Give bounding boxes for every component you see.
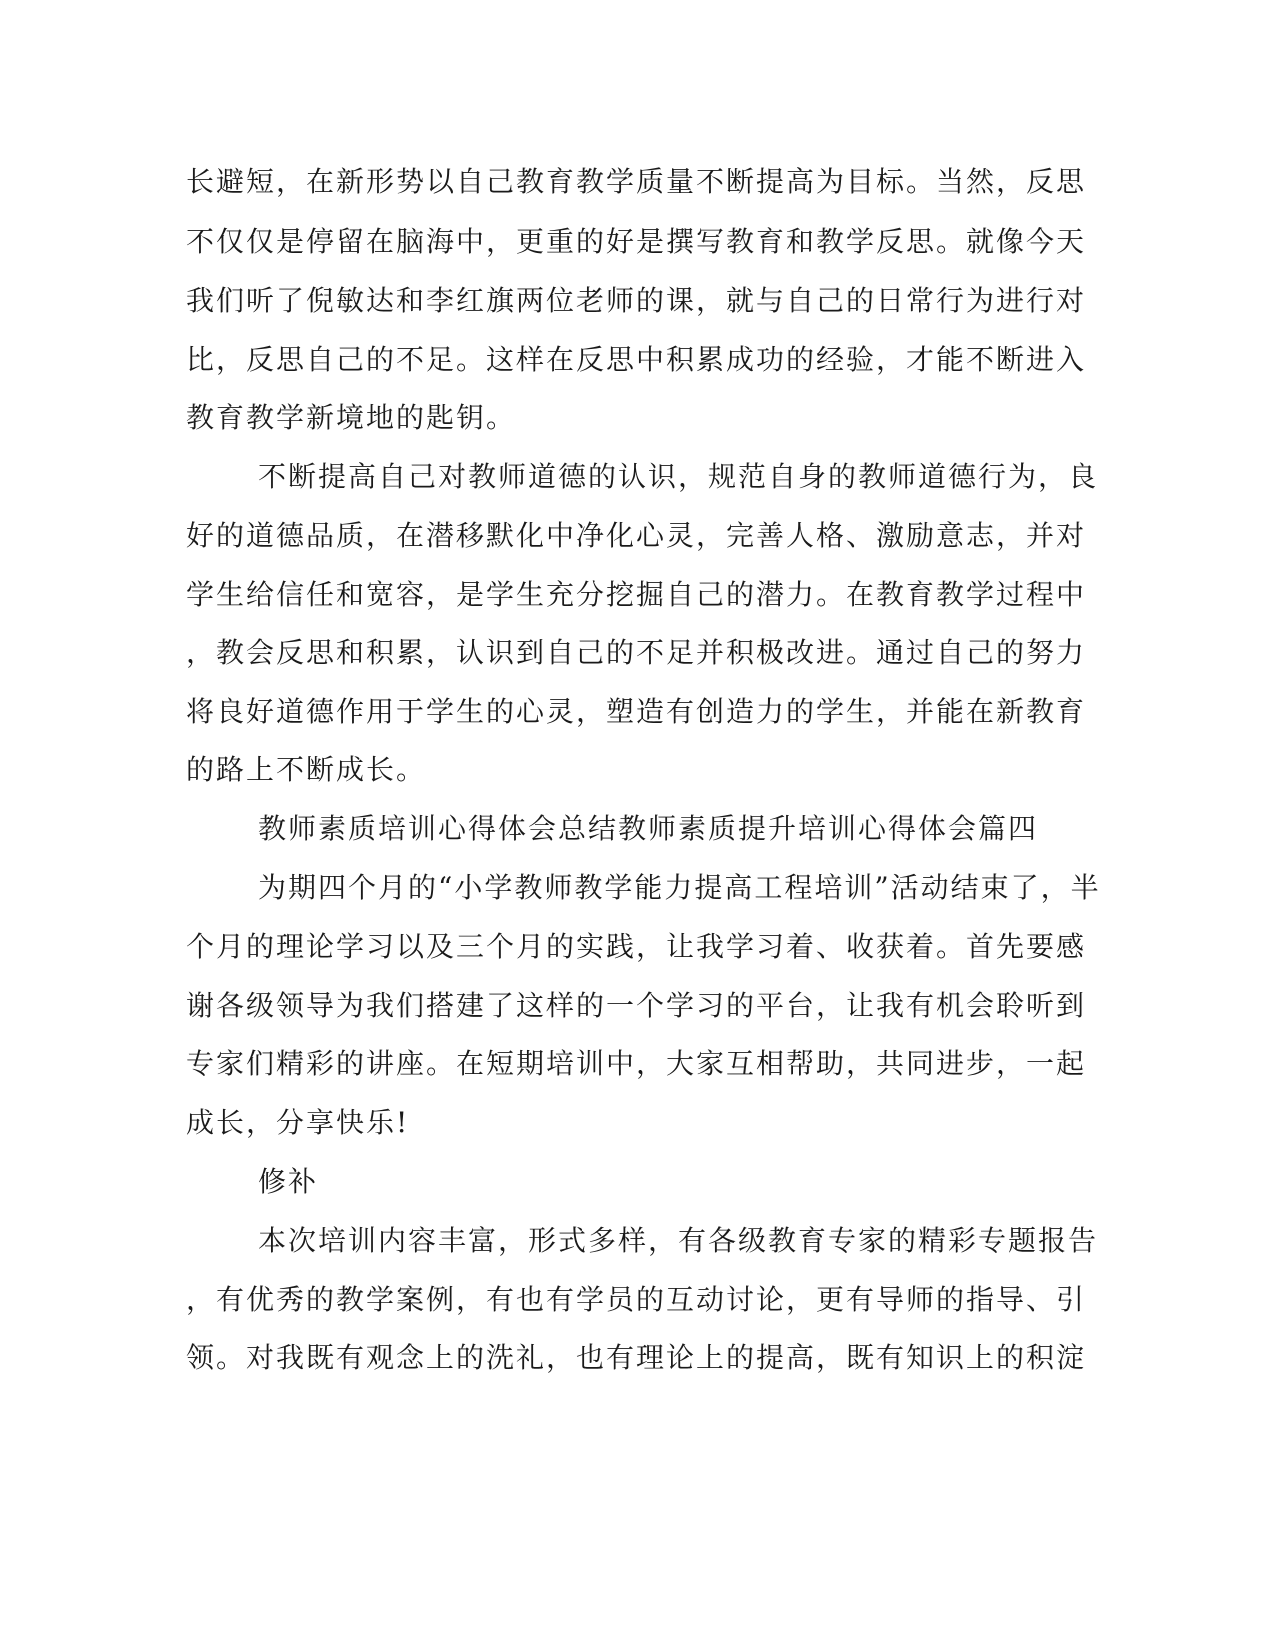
section-heading: 教师素质培训心得体会总结教师素质提升培训心得体会篇四 bbox=[258, 812, 1039, 845]
text-line: ，教会反思和积累，认识到自己的不足并积极改进。通过自己的努力 bbox=[186, 636, 1087, 669]
text-line: 我们听了倪敏达和李红旗两位老师的课，就与自己的日常行为进行对 bbox=[186, 284, 1087, 317]
text-line: 学生给信任和宽容，是学生充分挖掘自己的潜力。在教育教学过程中 bbox=[186, 578, 1087, 611]
text-line: 将良好道德作用于学生的心灵，塑造有创造力的学生，并能在新教育 bbox=[186, 695, 1087, 728]
paragraph-first-line: 修补 bbox=[258, 1165, 319, 1198]
text-line: 不仅仅是停留在脑海中，更重的好是撰写教育和教学反思。就像今天 bbox=[186, 225, 1087, 258]
text-line: ，有优秀的教学案例，有也有学员的互动讨论，更有导师的指导、引 bbox=[186, 1283, 1087, 1316]
text-line: 的路上不断成长。 bbox=[186, 753, 427, 786]
text-line: 领。对我既有观念上的洗礼，也有理论上的提高，既有知识上的积淀 bbox=[186, 1341, 1087, 1374]
paragraph-first-line: 为期四个月的“小学教师教学能力提高工程培训”活动结束了，半 bbox=[258, 871, 1101, 904]
text-line: 教育教学新境地的匙钥。 bbox=[186, 401, 517, 434]
text-line: 成长，分享快乐! bbox=[186, 1106, 410, 1139]
text-line: 好的道德品质，在潜移默化中净化心灵，完善人格、激励意志，并对 bbox=[186, 519, 1087, 552]
text-line: 谢各级领导为我们搭建了这样的一个学习的平台，让我有机会聆听到 bbox=[186, 989, 1087, 1022]
paragraph-first-line: 不断提高自己对教师道德的认识，规范自身的教师道德行为，良 bbox=[258, 460, 1099, 493]
text-line: 个月的理论学习以及三个月的实践，让我学习着、收获着。首先要感 bbox=[186, 930, 1087, 963]
text-line: 专家们精彩的讲座。在短期培训中，大家互相帮助，共同进步，一起 bbox=[186, 1047, 1087, 1080]
text-line: 长避短，在新形势以自己教育教学质量不断提高为目标。当然，反思 bbox=[186, 165, 1087, 198]
text-line: 比，反思自己的不足。这样在反思中积累成功的经验，才能不断进入 bbox=[186, 343, 1087, 376]
paragraph-first-line: 本次培训内容丰富，形式多样，有各级教育专家的精彩专题报告 bbox=[258, 1224, 1099, 1257]
